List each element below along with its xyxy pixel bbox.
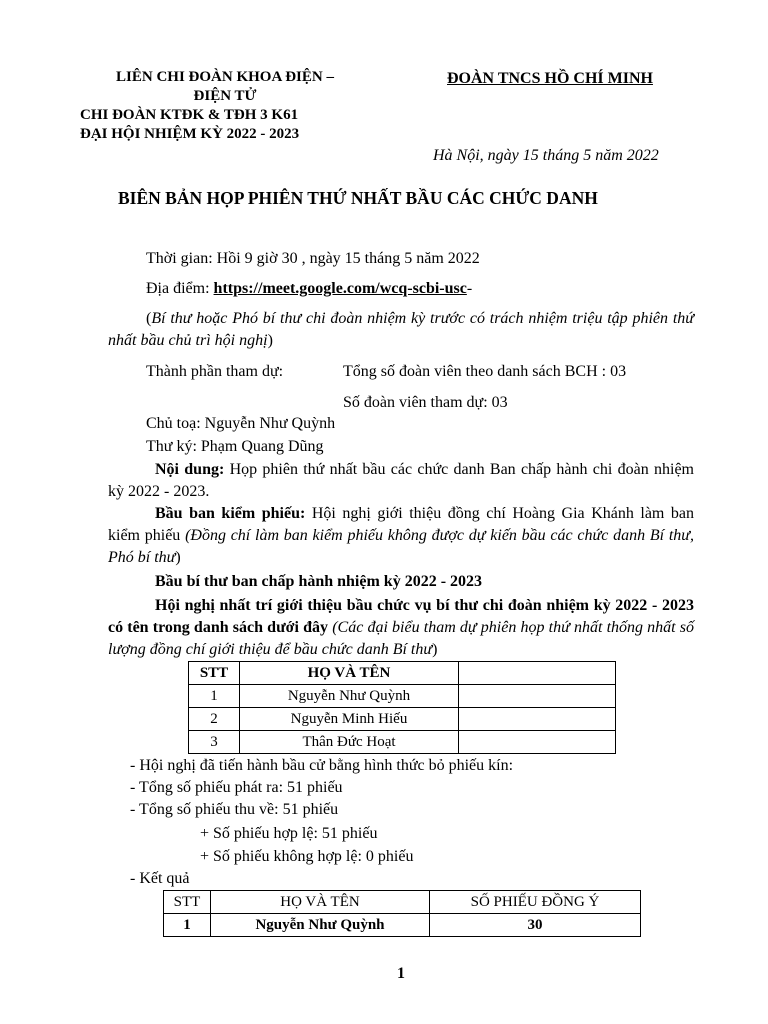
candidates-table [188, 661, 616, 754]
column-header: HỌ VÀ TÊN [211, 891, 430, 914]
election-intro: Hội nghị nhất trí giới thiệu bầu chức vụ bí thư chi đoàn nhiệm kỳ 2022 - 2023 có tên trong danh sách dưới đây (Các đại biểu tham dự phiên họp thứ nhất thống nhất số lượng đồng chí giới thiệu để bầu chức danh Bí thư) [108, 597, 694, 658]
place-suffix: - [466, 280, 473, 297]
table-row [164, 914, 641, 937]
attendees-label: Thành phần tham dự: [146, 363, 284, 380]
ballot-line-2: - Tổng số phiếu phát ra: 51 phiếu [130, 779, 343, 796]
time-value: Hồi 9 giờ 30 , ngày 15 tháng 5 năm 2022 [212, 250, 480, 267]
counting-board-label: Bầu ban kiểm phiếu: [155, 505, 306, 522]
table-cell: 1 [189, 685, 240, 708]
date-line: Hà Nội, ngày 15 tháng 5 năm 2022 [433, 147, 659, 164]
convener-note-text: Bí thư hoặc Phó bí thư chi đoàn nhiệm kỳ trước có trách nhiệm triệu tập phiên thứ nhất bầu chủ trì hội nghị [108, 310, 694, 349]
counting-board-text: Hội nghị giới thiệu đồng chí Hoàng Gia Khánh làm ban kiểm phiếu [108, 505, 694, 544]
counting-board-paragraph: Bầu ban kiểm phiếu: Hội nghị giới thiệu đồng chí Hoàng Gia Khánh làm ban kiểm phiếu (Đồng chí làm ban kiểm phiếu không được dự kiến bầu các chức danh Bí thư, Phó bí thư) [108, 505, 694, 566]
org-line-4: ĐẠI HỘI NHIỆM KỲ 2022 - 2023 [80, 126, 300, 142]
ballot-line-3: - Tổng số phiếu thu về: 51 phiếu [130, 801, 339, 818]
election-heading: Bầu bí thư ban chấp hành nhiệm kỳ 2022 - 2023 [155, 573, 483, 590]
org-line-3: CHI ĐOÀN KTĐK & TĐH 3 K61 [80, 107, 299, 123]
table-cell: 1 [164, 914, 211, 937]
attendees-total: Tổng số đoàn viên theo danh sách BCH : 03 [343, 363, 627, 380]
column-header: SỐ PHIẾU ĐỒNG Ý [430, 891, 641, 914]
table-cell: Nguyễn Minh Hiếu [240, 708, 459, 731]
org-line-2: ĐIỆN TỬ [193, 88, 257, 104]
content-label: Nội dung: [155, 461, 225, 478]
table-cell: Nguyễn Như Quỳnh [211, 914, 430, 937]
column-header: STT [189, 662, 240, 685]
place-line [146, 278, 472, 300]
table-header-row [164, 891, 641, 914]
org-header-left-lower [80, 106, 299, 144]
election-intro-note: (Các đại biểu tham dự phiên họp thứ nhất thống nhất số lượng đồng chí giới thiệu để bầu chức danh Bí thư [108, 619, 694, 658]
ballot-line-4: + Số phiếu hợp lệ: 51 phiếu [200, 825, 378, 842]
org-line-1: LIÊN CHI ĐOÀN KHOA ĐIỆN – [116, 69, 334, 85]
table-row [189, 731, 616, 754]
secretary-line: Thư ký: Phạm Quang Dũng [146, 438, 324, 455]
table-row [189, 708, 616, 731]
table-cell: Thân Đức Hoạt [240, 731, 459, 754]
org-header-right: ĐOÀN TNCS HỒ CHÍ MINH [447, 70, 653, 87]
chair-line: Chủ toạ: Nguyễn Như Quỳnh [146, 415, 336, 432]
table-cell: 30 [430, 914, 641, 937]
counting-board-note: (Đồng chí làm ban kiểm phiếu không được dự kiến bầu các chức danh Bí thư, Phó bí thư [108, 527, 694, 566]
table-cell: 3 [189, 731, 240, 754]
table-cell: 2 [189, 708, 240, 731]
page-number: 1 [397, 965, 405, 982]
time-line [146, 248, 480, 270]
time-label: Thời gian: [146, 250, 213, 267]
results-table [163, 890, 641, 937]
column-header: HỌ VÀ TÊN [240, 662, 459, 685]
result-label: - Kết quả [130, 870, 190, 887]
ballot-line-1: - Hội nghị đã tiến hành bầu cử bằng hình thức bỏ phiếu kín: [130, 757, 514, 774]
table-cell [459, 685, 616, 708]
convener-note: (Bí thư hoặc Phó bí thư chi đoàn nhiệm kỳ trước có trách nhiệm triệu tập phiên thứ nhất bầu chủ trì hội nghị) [108, 310, 694, 349]
column-header [459, 662, 616, 685]
table-row [189, 685, 616, 708]
ballot-line-5: + Số phiếu không hợp lệ: 0 phiếu [200, 848, 414, 865]
table-cell: Nguyễn Như Quỳnh [240, 685, 459, 708]
place-label: Địa điểm: [146, 280, 214, 297]
table-cell [459, 731, 616, 754]
table-cell [459, 708, 616, 731]
table-header-row [189, 662, 616, 685]
attendees-present: Số đoàn viên tham dự: 03 [343, 394, 508, 411]
org-header-left [80, 68, 370, 106]
content-paragraph [108, 459, 694, 503]
election-intro-text: Hội nghị nhất trí giới thiệu bầu chức vụ bí thư chi đoàn nhiệm kỳ 2022 - 2023 có tên trong danh sách dưới đây [108, 597, 694, 636]
document-title: BIÊN BẢN HỌP PHIÊN THỨ NHẤT BẦU CÁC CHỨC DANH [118, 188, 598, 208]
meeting-link[interactable]: https://meet.google.com/wcq-scbi-usc [213, 280, 467, 297]
content-text: Họp phiên thứ nhất bầu các chức danh Ban chấp hành chi đoàn nhiệm kỳ 2022 - 2023. [108, 461, 694, 500]
column-header: STT [164, 891, 211, 914]
